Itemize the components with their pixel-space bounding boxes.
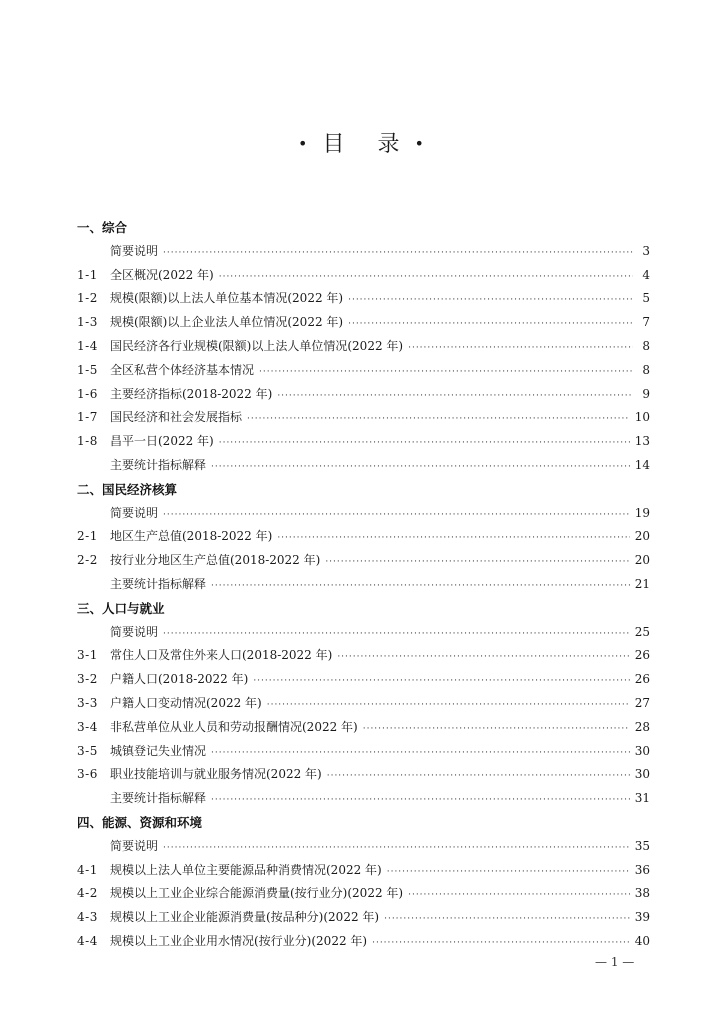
toc-entry-number: 1-8	[77, 434, 98, 449]
toc-entry-page: 8	[642, 338, 650, 353]
toc-leader-dots	[211, 456, 630, 480]
toc-section-heading: 四、能源、资源和环境	[77, 814, 203, 830]
toc-leader-dots	[348, 313, 633, 337]
toc-entry[interactable]	[77, 644, 650, 668]
toc-entry-title: 国民经济各行业规模(限额)以上法人单位情况(2022 年)	[110, 338, 404, 353]
toc-entry-number: 3-5	[77, 743, 98, 758]
toc-entry[interactable]	[77, 692, 650, 716]
toc-leader-dots	[387, 861, 630, 885]
toc-entry-page: 14	[634, 457, 650, 472]
toc-entry-number: 3-4	[77, 719, 98, 734]
toc-entry-number: 1-2	[77, 291, 98, 306]
toc-leader-dots	[259, 361, 633, 385]
toc-entry-page: 27	[634, 695, 650, 710]
toc-entry[interactable]	[77, 240, 650, 264]
toc-entry-number: 3-6	[77, 767, 98, 782]
toc-entry-title: 地区生产总值(2018-2022 年)	[110, 529, 273, 544]
toc-section-heading: 一、综合	[77, 220, 128, 235]
toc-entry[interactable]	[77, 454, 650, 478]
toc-entry-number: 4-4	[77, 933, 98, 948]
toc-entry-title: 规模以上工业企业能源消费量(按品种分)(2022 年)	[110, 910, 380, 925]
toc-leader-dots	[219, 266, 633, 290]
toc-entry-page: 8	[642, 362, 650, 377]
toc-leader-dots	[163, 504, 630, 528]
toc-entry-page: 10	[634, 410, 650, 425]
toc-entry-title: 全区概况(2022 年)	[110, 267, 214, 282]
toc-entry-page: 40	[634, 933, 650, 948]
toc-entry[interactable]	[77, 835, 650, 859]
toc-entry-number: 3-1	[77, 648, 98, 663]
toc-leader-dots	[348, 289, 633, 313]
toc-entry-title: 非私营单位从业人员和劳动报酬情况(2022 年)	[110, 719, 358, 734]
toc-leader-dots	[211, 575, 630, 599]
toc-entry-number: 1-5	[77, 362, 98, 377]
toc-entry-page: 9	[642, 386, 650, 401]
toc-entry-page: 3	[642, 243, 650, 258]
toc-entry[interactable]	[77, 882, 650, 906]
toc-entry-title: 国民经济和社会发展指标	[110, 410, 243, 425]
table-of-contents	[77, 216, 650, 954]
toc-entry[interactable]	[77, 740, 650, 764]
toc-entry-title: 主要统计指标解释	[110, 457, 207, 472]
toc-entry-title: 简要说明	[110, 243, 159, 258]
toc-entry[interactable]	[77, 359, 650, 383]
title-right-dot: •	[414, 134, 426, 153]
toc-leader-dots	[372, 932, 630, 956]
toc-entry-page: 35	[634, 838, 650, 853]
toc-entry-page: 19	[634, 505, 650, 520]
toc-entry-page: 38	[634, 886, 650, 901]
toc-entry-number: 3-3	[77, 695, 98, 710]
toc-entry[interactable]	[77, 549, 650, 573]
toc-entry[interactable]	[77, 787, 650, 811]
toc-entry[interactable]	[77, 763, 650, 787]
toc-entry[interactable]	[77, 406, 650, 430]
toc-entry[interactable]	[77, 525, 650, 549]
toc-entry-title: 简要说明	[110, 624, 159, 639]
toc-entry[interactable]	[77, 573, 650, 597]
toc-entry-title: 规模(限额)以上企业法人单位情况(2022 年)	[110, 315, 344, 330]
toc-entry-title: 按行业分地区生产总值(2018-2022 年)	[110, 553, 321, 568]
toc-leader-dots	[327, 765, 630, 789]
toc-leader-dots	[408, 337, 633, 361]
page-number-footer: — 1 —	[595, 955, 635, 969]
toc-entry-title: 规模以上工业企业用水情况(按行业分)(2022 年)	[110, 933, 368, 948]
toc-entry-number: 1-3	[77, 315, 98, 330]
toc-entry-page: 20	[634, 529, 650, 544]
toc-leader-dots	[363, 718, 630, 742]
toc-entry-title: 主要统计指标解释	[110, 576, 207, 591]
toc-entry[interactable]	[77, 264, 650, 288]
toc-leader-dots	[219, 432, 630, 456]
toc-entry-title: 规模以上工业企业综合能源消费量(按行业分)(2022 年)	[110, 886, 404, 901]
toc-leader-dots	[253, 670, 629, 694]
toc-entry-page: 30	[634, 743, 650, 758]
toc-entry-number: 2-1	[77, 529, 98, 544]
toc-entry[interactable]	[77, 287, 650, 311]
toc-entry[interactable]	[77, 430, 650, 454]
title-left-dot: •	[298, 134, 310, 153]
toc-entry[interactable]	[77, 335, 650, 359]
page-title	[0, 127, 724, 158]
title-char-1: 目	[322, 132, 347, 157]
toc-entry-number: 3-2	[77, 672, 98, 687]
toc-entry-number: 1-7	[77, 410, 98, 425]
toc-leader-dots	[325, 551, 629, 575]
toc-entry-title: 简要说明	[110, 505, 159, 520]
toc-leader-dots	[163, 837, 630, 861]
toc-leader-dots	[211, 789, 630, 813]
toc-section-heading: 二、国民经济核算	[77, 481, 178, 497]
toc-entry-number: 4-1	[77, 862, 98, 877]
toc-entry-title: 职业技能培训与就业服务情况(2022 年)	[110, 767, 322, 782]
toc-entry-title: 规模(限额)以上法人单位基本情况(2022 年)	[110, 291, 344, 306]
toc-leader-dots	[408, 884, 630, 908]
toc-leader-dots	[267, 694, 630, 718]
toc-entry[interactable]	[77, 716, 650, 740]
toc-entry-number: 4-2	[77, 886, 98, 901]
toc-entry-number: 1-1	[77, 267, 98, 282]
toc-entry-page: 31	[634, 791, 650, 806]
toc-entry[interactable]	[77, 311, 650, 335]
toc-leader-dots	[277, 527, 629, 551]
toc-entry-page: 39	[634, 910, 650, 925]
toc-entry-title: 昌平一日(2022 年)	[110, 434, 214, 449]
toc-entry-title: 城镇登记失业情况	[110, 743, 207, 758]
toc-entry[interactable]	[77, 906, 650, 930]
toc-leader-dots	[337, 646, 629, 670]
title-char-2: 录	[377, 132, 402, 157]
toc-entry-number: 4-3	[77, 910, 98, 925]
toc-leader-dots	[163, 242, 633, 266]
toc-entry-title: 简要说明	[110, 838, 159, 853]
toc-entry-number: 1-4	[77, 338, 98, 353]
toc-entry-page: 7	[642, 315, 650, 330]
toc-entry[interactable]	[77, 859, 650, 883]
toc-entry-title: 全区私营个体经济基本情况	[110, 362, 255, 377]
toc-entry[interactable]	[77, 621, 650, 645]
toc-section-heading: 三、人口与就业	[77, 600, 165, 616]
toc-entry[interactable]	[77, 502, 650, 526]
toc-entry-title: 主要经济指标(2018-2022 年)	[110, 386, 273, 401]
toc-leader-dots	[277, 385, 633, 409]
toc-entry[interactable]	[77, 930, 650, 954]
toc-entry-number: 2-2	[77, 553, 98, 568]
toc-entry-page: 26	[634, 648, 650, 663]
toc-entry-page: 4	[642, 267, 650, 282]
toc-entry-title: 主要统计指标解释	[110, 791, 207, 806]
toc-entry-title: 常住人口及常住外来人口(2018-2022 年)	[110, 648, 333, 663]
toc-entry-page: 26	[634, 672, 650, 687]
toc-entry-page: 28	[634, 719, 650, 734]
toc-entry-page: 21	[634, 576, 650, 591]
toc-entry-title: 规模以上法人单位主要能源品种消费情况(2022 年)	[110, 862, 382, 877]
toc-entry-page: 5	[642, 291, 650, 306]
toc-entry-title: 户籍人口变动情况(2022 年)	[110, 695, 262, 710]
toc-leader-dots	[384, 908, 630, 932]
toc-entry-page: 20	[634, 553, 650, 568]
toc-entry-page: 25	[634, 624, 650, 639]
toc-leader-dots	[211, 742, 630, 766]
toc-entry[interactable]	[77, 668, 650, 692]
toc-entry-number: 1-6	[77, 386, 98, 401]
toc-entry-title: 户籍人口(2018-2022 年)	[110, 672, 249, 687]
toc-leader-dots	[247, 408, 630, 432]
toc-entry-page: 36	[634, 862, 650, 877]
toc-entry-page: 13	[634, 434, 650, 449]
toc-leader-dots	[163, 623, 630, 647]
toc-entry-page: 30	[634, 767, 650, 782]
toc-entry[interactable]	[77, 383, 650, 407]
